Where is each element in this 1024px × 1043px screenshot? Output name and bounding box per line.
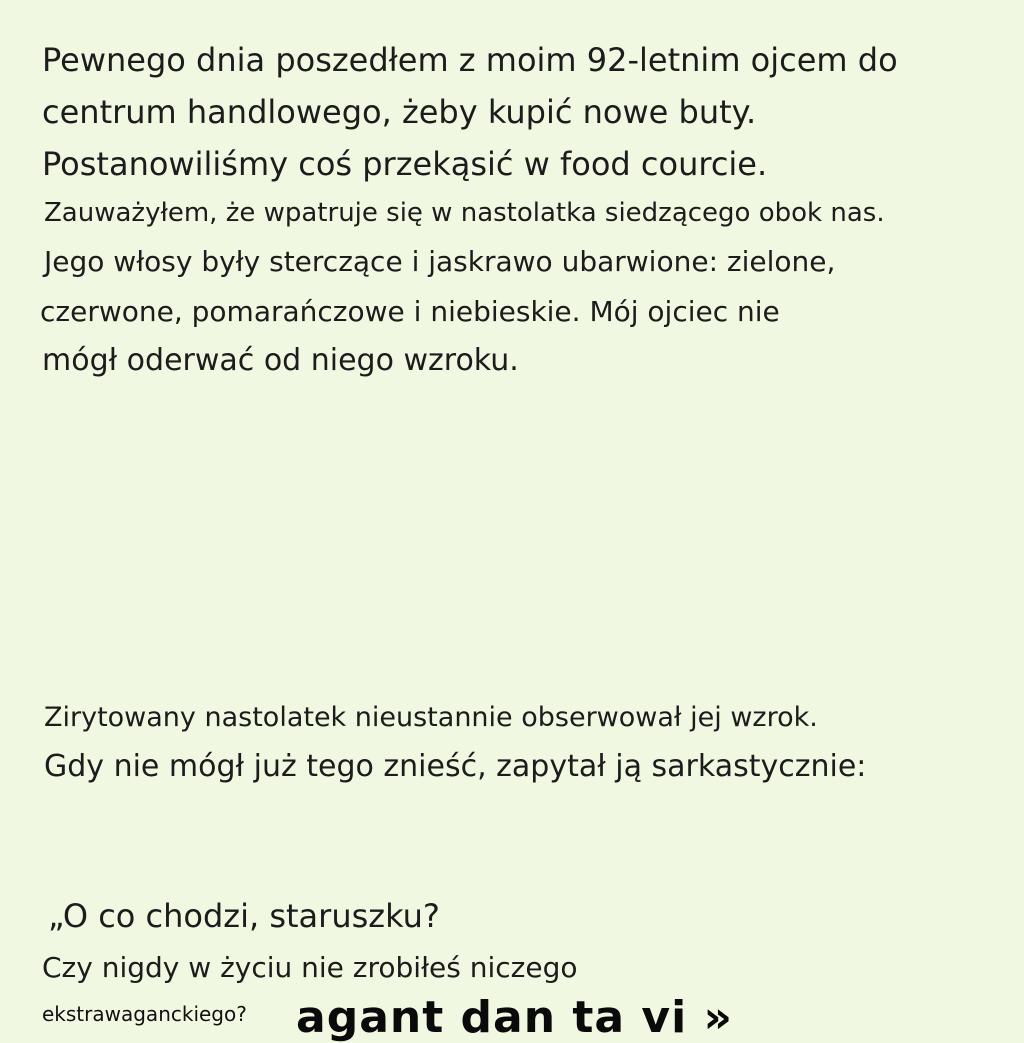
story-line: Postanowiliśmy coś przekąsić w food courcie. — [42, 145, 768, 183]
story-line: Czy nigdy w życiu nie zrobiłeś niczego — [42, 951, 578, 984]
story-line: Pewnego dnia poszedłem z moim 92-letnim ojcem do — [42, 41, 898, 79]
story-line: Zauważyłem, że wpatruje się w nastolatka siedzącego obok nas. — [44, 198, 885, 228]
story-line: Jego włosy były sterczące i jaskrawo ubarwione: zielone, — [44, 245, 836, 278]
story-line: czerwone, pomarańczowe i niebieskie. Mój ojciec nie — [40, 295, 780, 328]
story-line: Gdy nie mógł już tego znieść, zapytał ją sarkastycznie: — [44, 749, 867, 784]
story-line: Zirytowany nastolatek nieustannie obserwował jej wzrok. — [44, 702, 818, 733]
cropped-overlay-text: agant dan ta vi » — [296, 992, 733, 1043]
story-line: „O co chodzi, staruszku? — [48, 897, 440, 935]
story-line: mógł oderwać od niego wzroku. — [42, 343, 519, 378]
story-line: centrum handlowego, żeby kupić nowe buty. — [42, 93, 757, 131]
story-line: ekstrawaganckiego? — [42, 1002, 247, 1026]
